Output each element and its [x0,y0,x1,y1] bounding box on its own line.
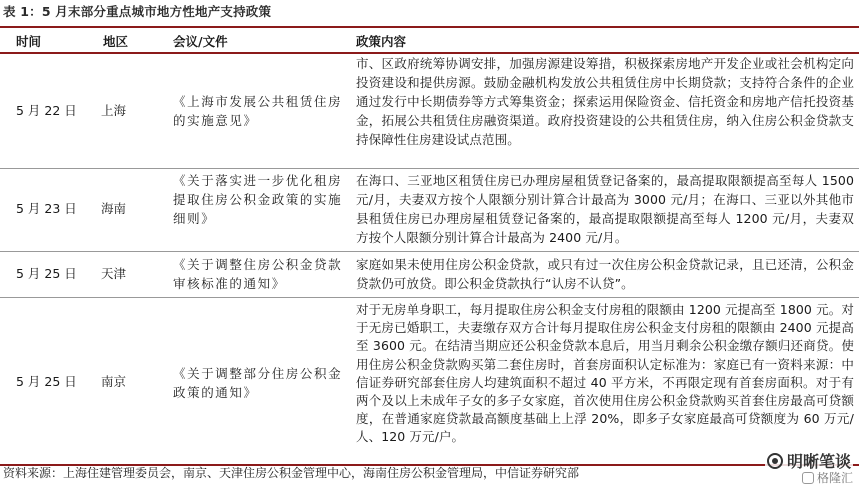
watermark-text: 明晰笔谈 [786,452,851,471]
table-row-nanjing [0,298,859,466]
row-area: 天津 [101,266,127,281]
table-row-tianjin [0,252,859,298]
header-time: 时间 [16,34,42,49]
table-header [0,26,859,54]
wechat-icon [767,453,783,469]
brand-logo-icon [802,472,814,484]
table-row-shanghai [0,54,859,169]
table-row-hainan [0,169,859,252]
header-content: 政策内容 [356,34,407,49]
row-time: 5 月 23 日 [16,201,77,216]
row-area: 上海 [101,103,127,118]
row-doc: 《上海市发展公共租赁住房的实施意见》 [173,94,343,128]
source-note: 资料来源：上海住建管理委员会，南京、天津住房公积金管理中心，海南住房公积金管理局，中信证券研究部 [3,466,580,480]
header-doc: 会议/文件 [173,34,228,49]
row-content: 对于无房单身职工，每月提取住房公积金支付房租的限额由 1200 元提高至 1800 元。对于无房已婚职工，夫妻缴存双方合计每月提取住房公积金支付房租的限额由 2400 元提高至 3600 元。在结清当期应还公积金贷款本息后，用当月剩余公积金缴存额归还商贷。使用住房公积金贷款购买第二套住房时，首套房面积认定标准为：家庭已有一资料来源：中信证券研究部套住房人均建筑面积不超过 40 平方米，不再限定现有首套房面积。对于有两个及以上未成年子女的多子女家庭，首次使用住房公积金贷款购买首套住房最高可贷额度，在普通家庭贷款最高额度基础上上浮 20%，即多子女家庭最高可贷额度为 60 万元/人、120 万元/户。 [356,302,854,445]
table-caption: 表 1：5 月末部分重点城市地方性地产支持政策 [3,4,272,19]
row-area: 海南 [101,201,127,216]
row-area: 南京 [101,374,127,389]
policy-table [0,26,859,466]
row-content: 市、区政府统筹协调安排，加强房源建设筹措，积极探索房地产开发企业或社会机构定向投资建设和提供房源。鼓励金融机构发放公共租赁住房中长期贷款；支持符合条件的企业通过发行中长期债券等方式筹集资金；探索运用保险资金、信托资金和房地产信托投资基金，拓展公共租赁住房融资渠道。政府投资建设的公共租赁住房，纳入住房公积金贷款支持保障性住房建设试点范围。 [356,56,854,147]
row-time: 5 月 22 日 [16,103,77,118]
row-doc: 《关于调整部分住房公积金政策的通知》 [173,366,343,400]
row-doc: 《关于调整住房公积金贷款审核标准的通知》 [173,257,343,291]
header-area: 地区 [103,34,129,49]
row-time: 5 月 25 日 [16,266,77,281]
brand-text: 格隆汇 [816,471,853,485]
brand-mark [802,469,853,486]
row-content: 家庭如果未使用住房公积金贷款，或只有过一次住房公积金贷款记录，且已还清，公积金贷款仍可放贷。即公积金贷款执行“认房不认贷”。 [356,257,854,291]
row-time: 5 月 25 日 [16,374,77,389]
row-doc: 《关于落实进一步优化租房提取住房公积金政策的实施细则》 [173,173,343,226]
row-content: 在海口、三亚地区租赁住房已办理房屋租赁登记备案的，最高提取限额提高至每人 1500 元/月，夫妻双方按个人限额分别计算合计最高为 3000 元/月；在海口、三亚以外其他市县租赁住房已办理房屋租赁登记备案的，最高提取限额提高至每人 1200 元/月，夫妻双方按个人限额分别计算合计最高为 2400 元/月。 [356,173,854,245]
